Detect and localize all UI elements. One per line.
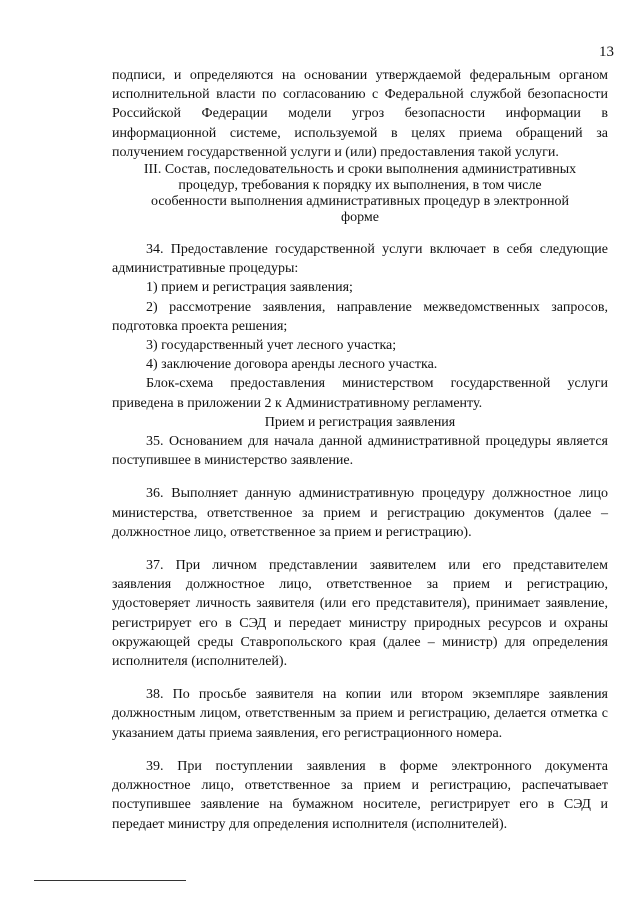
section-heading: III. Состав, последовательность и сроки выполнения административных процедур, требования к порядку их выполнения, в том числе особенности выполнения административных процедур в электронной форме <box>143 162 577 226</box>
subheading-reception: Прием и регистрация заявления <box>264 414 456 430</box>
intro-paragraph: подписи, и определяются на основании утверждаемой федеральным органом исполнительной власти по согласованию с Федеральной службой безопасности Российской Федерации модели угроз безопасности информации в информационной системе, используемой в целях приема обращений за получением государственной услуги и (или) предоставления такой услуги. <box>112 68 608 160</box>
paragraph-34-item-1: 1) прием и регистрация заявления; <box>146 280 353 296</box>
paragraph-35: 35. Основанием для начала данной административной процедуры является поступившее в министерство заявление. <box>112 434 608 469</box>
paragraph-34-item-3: 3) государственный учет лесного участка; <box>146 338 397 354</box>
page-number: 13 <box>599 44 614 60</box>
paragraph-34-flowchart: Блок-схема предоставления министерством государственной услуги приведена в приложении 2 к Административному регламенту. <box>112 376 608 411</box>
document-body <box>112 66 608 834</box>
footnote-separator <box>34 880 186 881</box>
paragraph-34-item-4: 4) заключение договора аренды лесного участка. <box>146 357 438 373</box>
paragraph-37: 37. При личном представлении заявителем или его представителем заявления должностное лицо, ответственное за прием и регистрацию, удостоверяет личность заявителя (или его представителя), принимает заявление, регистрирует его в СЭД и передает министру природных ресурсов и охраны окружающей среды Ставропольского края (далее – министр) для определения исполнителя (исполнителей). <box>112 558 608 670</box>
paragraph-34: 34. Предоставление государственной услуги включает в себя следующие административные процедуры: <box>112 242 608 277</box>
paragraph-34-item-2: 2) рассмотрение заявления, направление межведомственных запросов, подготовка проекта решения; <box>112 299 608 334</box>
paragraph-38: 38. По просьбе заявителя на копии или втором экземпляре заявления должностным лицом, ответственным за прием и регистрацию, делается отметка с указанием даты приема заявления, его регистрационного номера. <box>112 687 608 741</box>
paragraph-39: 39. При поступлении заявления в форме электронного документа должностное лицо, ответственное за прием и регистрацию, распечатывает поступившее заявление на бумажном носителе, регистрирует его в СЭД и передает министру для определения исполнителя (исполнителей). <box>112 758 608 832</box>
paragraph-36: 36. Выполняет данную административную процедуру должностное лицо министерства, ответственное за прием и регистрацию документов (далее – должностное лицо, ответственное за прием и регистрацию). <box>112 486 608 540</box>
